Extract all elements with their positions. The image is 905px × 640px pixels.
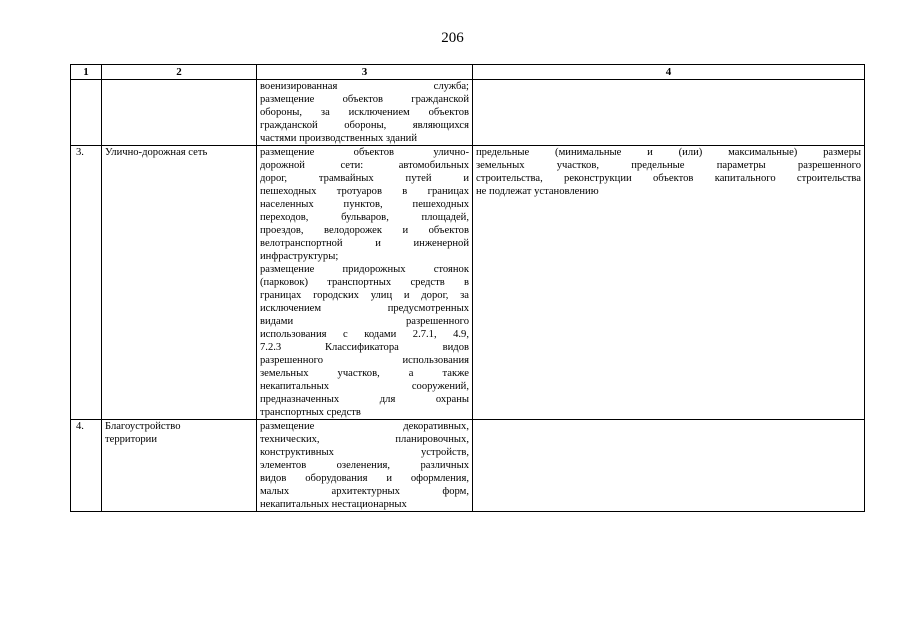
column-header-1: 1 xyxy=(71,65,102,80)
table-row xyxy=(71,80,865,146)
description-line: видов оборудования и оформления, xyxy=(260,473,469,484)
description-line: некапитальных сооружений, xyxy=(260,381,469,392)
description-line: земельных участков, а также xyxy=(260,368,469,379)
row-parameters xyxy=(473,80,865,146)
table-header-row xyxy=(71,65,865,80)
table-row xyxy=(71,420,865,512)
column-header-3: 3 xyxy=(257,65,473,80)
description-line: частями производственных зданий xyxy=(260,133,418,144)
description-line: размещение декоративных, xyxy=(260,421,469,432)
column-header-2: 2 xyxy=(102,65,257,80)
description-line: разрешенного использования xyxy=(260,355,469,366)
row-number: 3. xyxy=(71,146,102,420)
description-line: гражданской обороны, являющихся xyxy=(260,120,469,131)
column-header-4: 4 xyxy=(473,65,865,80)
row-type-name: Улично-дорожная сеть xyxy=(102,146,257,420)
document-table xyxy=(70,64,865,512)
description-line: малых архитектурных форм, xyxy=(260,486,469,497)
parameters-line: земельных участков, предельные параметры разрешенного xyxy=(476,160,861,171)
page-number: 206 xyxy=(441,30,464,46)
description-line: некапитальных нестационарных xyxy=(260,499,407,510)
table-row xyxy=(71,146,865,420)
description-line: дорожной сети: автомобильных xyxy=(260,160,469,171)
description-line: транспортных средств xyxy=(260,407,361,418)
parameters-line: предельные (минимальные и (или) максимальные) размеры xyxy=(476,147,861,158)
description-line: населенных пунктов, пешеходных xyxy=(260,199,469,210)
description-line: проездов, велодорожек и объектов xyxy=(260,225,469,236)
row-parameters xyxy=(473,146,865,420)
description-line: (парковок) транспортных средств в xyxy=(260,277,469,288)
description-line: исключением предусмотренных xyxy=(260,303,469,314)
description-line: размещение придорожных стоянок xyxy=(260,264,469,275)
description-line: инфраструктуры; xyxy=(260,251,339,262)
row-number xyxy=(71,80,102,146)
description-line: конструктивных устройств, xyxy=(260,447,469,458)
description-line: размещение объектов улично- xyxy=(260,147,469,158)
parameters-line: не подлежат установлению xyxy=(476,186,599,197)
parameters-line: строительства, реконструкции объектов капитального строительства xyxy=(476,173,861,184)
description-line: дорог, трамвайных путей и xyxy=(260,173,469,184)
description-line: пешеходных тротуаров в границах xyxy=(260,186,469,197)
description-line: велотранспортной и инженерной xyxy=(260,238,469,249)
row-number: 4. xyxy=(71,420,102,512)
description-line: военизированная служба; xyxy=(260,81,469,92)
description-line: переходов, бульваров, площадей, xyxy=(260,212,469,223)
description-line: предназначенных для охраны xyxy=(260,394,469,405)
description-line: размещение объектов гражданской xyxy=(260,94,469,105)
row-type-name xyxy=(102,80,257,146)
row-parameters xyxy=(473,420,865,512)
row-description xyxy=(257,80,473,146)
description-line: технических, планировочных, xyxy=(260,434,469,445)
row-description xyxy=(257,420,473,512)
row-description xyxy=(257,146,473,420)
description-line: использования с кодами 2.7.1, 4.9, xyxy=(260,329,469,340)
description-line: 7.2.3 Классификатора видов xyxy=(260,342,469,353)
description-line: границах городских улиц и дорог, за xyxy=(260,290,469,301)
description-line: элементов озеленения, различных xyxy=(260,460,469,471)
description-line: обороны, за исключением объектов xyxy=(260,107,469,118)
description-line: видами разрешенного xyxy=(260,316,469,327)
row-type-name: Благоустройство территории xyxy=(102,420,257,512)
